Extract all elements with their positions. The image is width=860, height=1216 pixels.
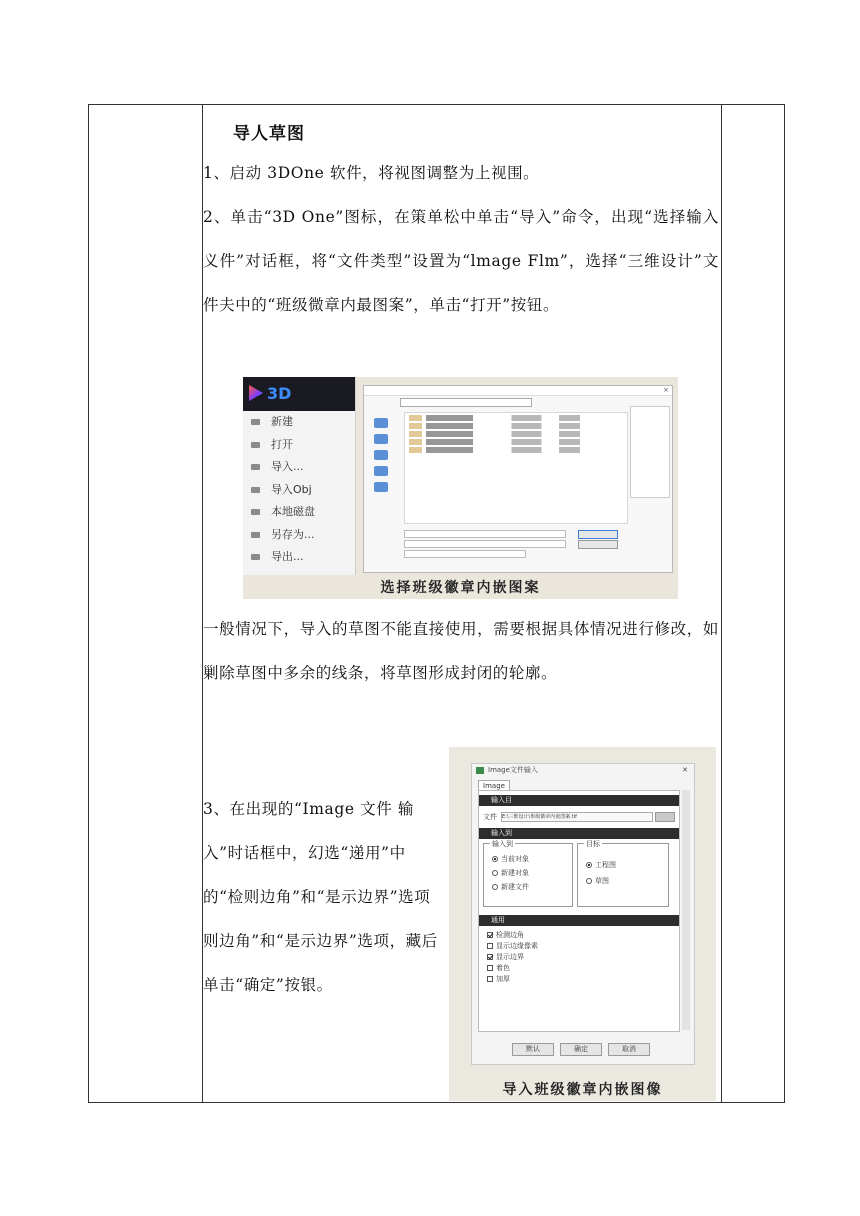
menu-item-import-obj: 导入Obj [243, 479, 355, 502]
section-heading: 导人草图 [233, 124, 305, 144]
app-menu [243, 377, 356, 575]
disk-icon [251, 509, 260, 515]
checkbox-icon [487, 954, 493, 960]
menu-item-open: 打开 [243, 434, 355, 457]
scrollbar [682, 790, 690, 1030]
file-row [409, 431, 623, 437]
section-bar: 通用 [479, 915, 679, 926]
radio-icon [492, 856, 498, 862]
radio-icon [586, 878, 592, 884]
folder-icon [374, 434, 388, 444]
close-icon: × [663, 386, 669, 394]
folder-icon [374, 466, 388, 476]
filetype-field [404, 540, 566, 548]
figure-image-input [449, 747, 716, 1101]
nav-pane [368, 412, 394, 522]
file-row [409, 415, 623, 421]
open-button [578, 530, 618, 539]
file-row [409, 447, 623, 453]
document-table [88, 104, 785, 1103]
dialog-field [404, 550, 526, 558]
file-path-field: E:\三维设计\班级徽章内嵌图案.tif [501, 812, 653, 822]
cancel-button [578, 540, 618, 549]
folder-icon [374, 450, 388, 460]
file-row [409, 423, 623, 429]
preview-pane [630, 406, 670, 498]
step-2-text: 2、单击“3D One”图标，在策单松中单击“导入”命令，出现“选择输入义件”对话框，将“文件类型”设置为“lmage Flm”，选择“三维设计”文件夫中的“班级微章内最图案”，单击“打开”按钮。 [203, 208, 719, 314]
step-1-text: 1、启动 3DOne 软件，将视图调整为上视围。 [203, 164, 540, 182]
menu-item-save-as: 另存为... [243, 524, 355, 547]
checkbox-icon [487, 932, 493, 938]
import-icon [251, 464, 260, 470]
section-bar: 输入到 [479, 828, 679, 839]
app-icon [476, 767, 484, 774]
note-text: 一般情况下，导入的草图不能直接使用，需要根据具体情况进行修改，如剿除草图中多余的线条，将草图形成封闭的轮廓。 [203, 620, 719, 682]
radio-icon [586, 862, 592, 868]
dialog-buttons [512, 1043, 656, 1056]
new-icon [251, 419, 260, 425]
content-cell [203, 105, 721, 1102]
default-button: 默认 [512, 1043, 554, 1056]
checkbox-icon [487, 943, 493, 949]
file-row [409, 439, 623, 445]
tab-image: Image [478, 780, 510, 791]
section-bar: 输入目 [479, 795, 679, 806]
dialog-title-bar [364, 386, 672, 396]
menu-item-import: 导入... [243, 456, 355, 479]
general-options: 检测边角 显示边缘像素 显示边界 着色 加厚 [479, 926, 679, 989]
app-logo: 3D [243, 377, 355, 411]
dialog-title-bar: Image文件输入 ✕ [472, 764, 694, 777]
menu-item-export: 导出... [243, 546, 355, 569]
checkbox-icon [487, 965, 493, 971]
figure-1-caption: 选择班级徽章内嵌图案 [380, 580, 541, 596]
option-groups [479, 839, 679, 911]
file-list [404, 412, 628, 524]
image-input-dialog-screenshot [471, 763, 695, 1065]
table-divider [721, 105, 722, 1102]
path-box [400, 398, 532, 407]
browse-button [655, 812, 675, 822]
radio-icon [492, 884, 498, 890]
import-obj-icon [251, 487, 260, 493]
checkbox-icon [487, 976, 493, 982]
export-icon [251, 554, 260, 560]
open-icon [251, 442, 260, 448]
save-as-icon [251, 532, 260, 538]
import-group: 输入到 当前对象 新建对象 新建文件 [483, 843, 573, 907]
folder-icon [374, 418, 388, 428]
menu-item-local-disk: 本地磁盘 [243, 501, 355, 524]
file-row: 文件 E:\三维设计\班级徽章内嵌图案.tif [483, 811, 675, 823]
dialog-panel [478, 790, 680, 1032]
folder-icon [374, 482, 388, 492]
ok-button: 确定 [560, 1043, 602, 1056]
step-3-text: 3、在出现的“Image 文件 输入”时话框中，幻选“递用”中的“检则边角”和“是示边界”选项则边角”和“是示边界”选项，藏后单击“确定”按银。 [203, 800, 438, 994]
close-icon: ✕ [682, 766, 688, 774]
radio-icon [492, 870, 498, 876]
figure-import-file [243, 377, 678, 599]
cancel-button: 取消 [608, 1043, 650, 1056]
figure-2-caption: 导入班级徽章内嵌图像 [502, 1082, 663, 1098]
filename-field [404, 530, 566, 538]
target-group: 目标 工程图 草图 [577, 843, 669, 907]
3done-logo-icon [249, 385, 263, 401]
file-dialog-screenshot [363, 385, 673, 573]
menu-item-new: 新建 [243, 411, 355, 434]
